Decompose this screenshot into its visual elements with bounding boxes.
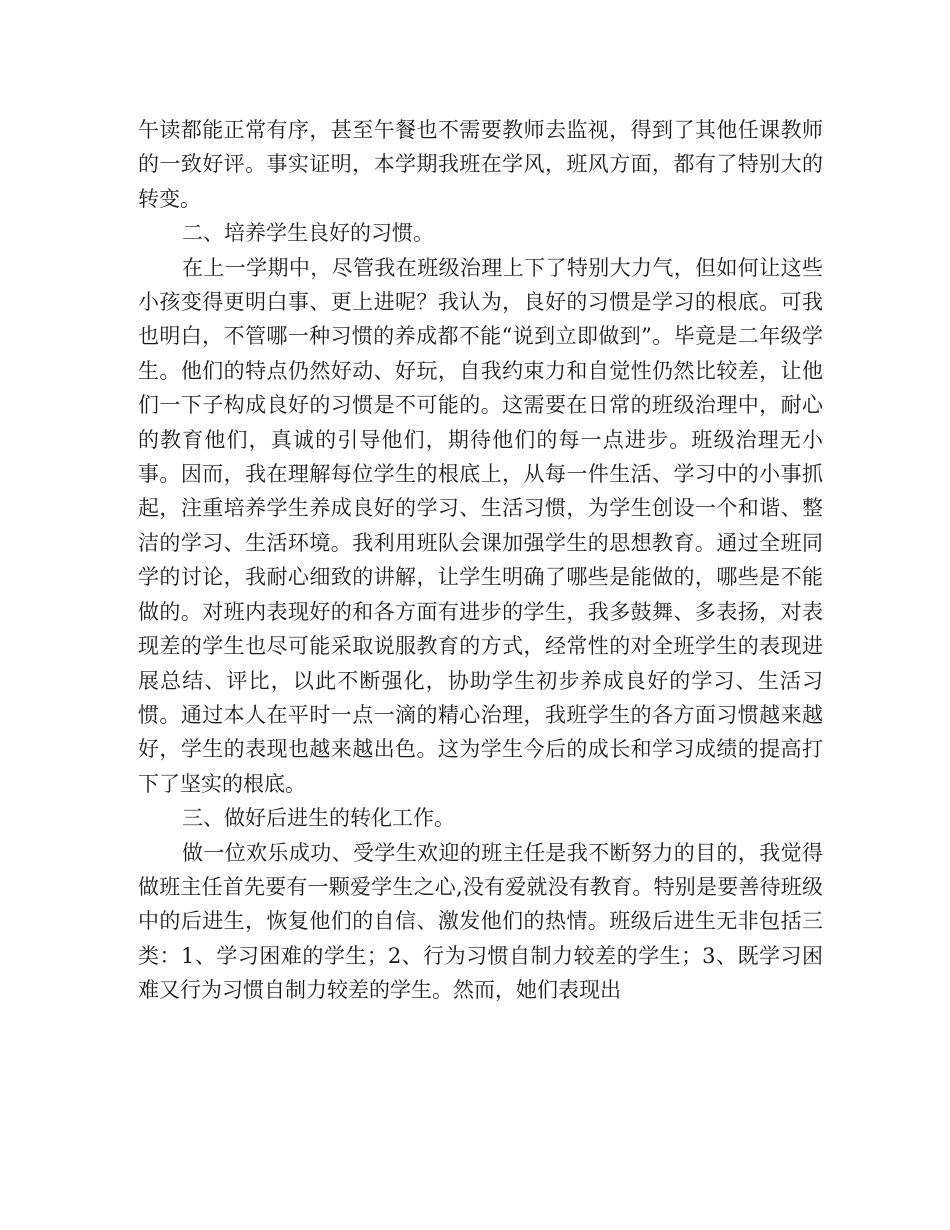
document-body [138, 113, 823, 1008]
section-heading-underachievers: 三、做好后进生的转化工作。 [182, 806, 455, 831]
paragraph-underachievers: 做一位欢乐成功、受学生欢迎的班主任是我不断努力的目的，我觉得做班主任首先要有一颗爱学生之心,没有爱就没有教育。特别是要善待班级中的后进生，恢复他们的自信、激发他们的热情。班级后进生无非包括三类：1、学习困难的学生；2、行为习惯自制力较差的学生；3、既学习困难又行为习惯自制力较差的学生。然而，她们表现出 [138, 840, 823, 1003]
paragraph-habits: 在上一学期中，尽管我在班级治理上下了特别大力气，但如何让这些小孩变得更明白事、更上进呢？我认为，良好的习惯是学习的根底。可我也明白，不管哪一种习惯的养成都不能“说到立即做到”。毕竟是二年级学生。他们的特点仍然好动、好玩，自我约束力和自觉性仍然比较差，让他们一下子构成良好的习惯是不可能的。这需要在日常的班级治理中，耐心的教育他们，真诚的引导他们，期待他们的每一点进步。班级治理无小事。因而，我在理解每位学生的根底上，从每一件生活、学习中的小事抓起，注重培养学生养成良好的学习、生活习惯，为学生创设一个和谐、整洁的学习、生活环境。我利用班队会课加强学生的思想教育。通过全班同学的讨论，我耐心细致的讲解，让学生明确了哪些是能做的，哪些是不能做的。对班内表现好的和各方面有进步的学生，我多鼓舞、多表扬，对表现差的学生也尽可能采取说服教育的方式，经常性的对全班学生的表现进展总结、评比，以此不断强化，协助学生初步养成良好的学习、生活习惯。通过本人在平时一点一滴的精心治理，我班学生的各方面习惯越来越好，学生的表现也越来越出色。这为学生今后的成长和学习成绩的提高打下了坚实的根底。 [138, 255, 823, 796]
section-heading-habits: 二、培养学生良好的习惯。 [182, 221, 434, 246]
paragraph-continuation: 午读都能正常有序，甚至午餐也不需要教师去监视，得到了其他任课教师的一致好评。事实证明，本学期我班在学风，班风方面，都有了特别大的转变。 [138, 118, 823, 211]
